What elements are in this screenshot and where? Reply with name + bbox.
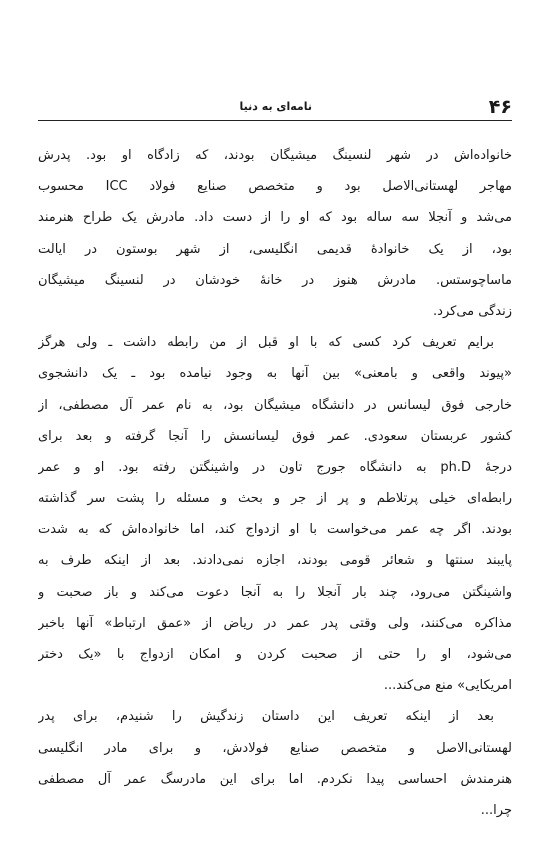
text-line: می‌شود، او را حتی از صحبت کردن و امکان ازدواج با «یک دختر: [38, 647, 512, 662]
text-line: امریکایی» منع می‌کند...: [383, 678, 512, 694]
text-line: هنرمندش احساسی پیدا نکردم. اما برای این مادرسگ عمر آل مصطفی: [38, 771, 512, 787]
text-line: رابطه‌ای خیلی پرتلاطم و پر از جر و بحث و مسئله را پشت سر گذاشته: [38, 491, 512, 507]
page-number: ۴۶: [488, 96, 512, 118]
text-line: پایبند سنتها و شعائر قومی بودند، اجازه نمی‌دادند. بعد از اینکه طرف به: [38, 553, 512, 569]
text-line: واشینگتن می‌رود، چند بار آنجلا را به آنجا دعوت می‌کند و باز صحبت و: [38, 584, 512, 600]
text-line: مهاجر لهستانی‌الاصل بود و متخصص صنایع فولاد ICC محسوب: [38, 179, 512, 195]
text-line: کشور عربستان سعودی. عمر فوق لیسانسش را آنجا گرفته و بعد برای: [38, 428, 512, 444]
text-line: «پیوند واقعی و بامعنی» بین آنها به وجود نیامده بود ـ یک دانشجوی: [38, 366, 512, 382]
text-line: درجهٔ ph.D به دانشگاه جورج تاون در واشینگتن رفته بود. او و عمر: [38, 459, 512, 475]
text-line: خانواده‌اش در شهر لنسینگ میشیگان بودند، که زادگاه او بود. پدرش: [38, 148, 512, 163]
text-line: لهستانی‌الاصل و متخصص صنایع فولادش، و برای مادر انگلیسی: [38, 740, 512, 756]
text-line: زندگی می‌کرد.: [433, 303, 512, 319]
text-line: بودند. اگر چه عمر می‌خواست با او ازدواج کند، اما خانواده‌اش که به شدت: [38, 522, 512, 538]
body-text: [38, 140, 512, 826]
text-line: برایم تعریف کرد کسی که با او قبل از من رابطه داشت ـ ولی هرگز: [38, 335, 494, 351]
running-title: نامه‌ای به دنیا: [239, 100, 312, 113]
text-line: بود، از یک خانوادهٔ قدیمی انگلیسی، از شهر بوستون در ایالت: [38, 241, 512, 257]
text-line: می‌شد و آنجلا سه ساله بود که او را از دست داد. مادرش یک طراح هنرمند: [38, 210, 512, 226]
text-line: مذاکره می‌کنند، ولی وقتی پدر عمر در ریاض از «عمق ارتباط» آنها باخبر: [38, 615, 512, 631]
text-line: ماساچوستس. مادرش هنوز در خانهٔ خودشان در لنسینگ میشیگان: [38, 272, 512, 288]
text-line: بعد از اینکه تعریف این داستان زندگیش را شنیدم، برای پدر: [38, 709, 494, 725]
text-line: چرا...: [480, 802, 512, 818]
page-header: [38, 96, 512, 121]
text-line: خارجی فوق لیسانس در دانشگاه میشیگان بود، به نام عمر آل مصطفی، از: [38, 397, 512, 413]
